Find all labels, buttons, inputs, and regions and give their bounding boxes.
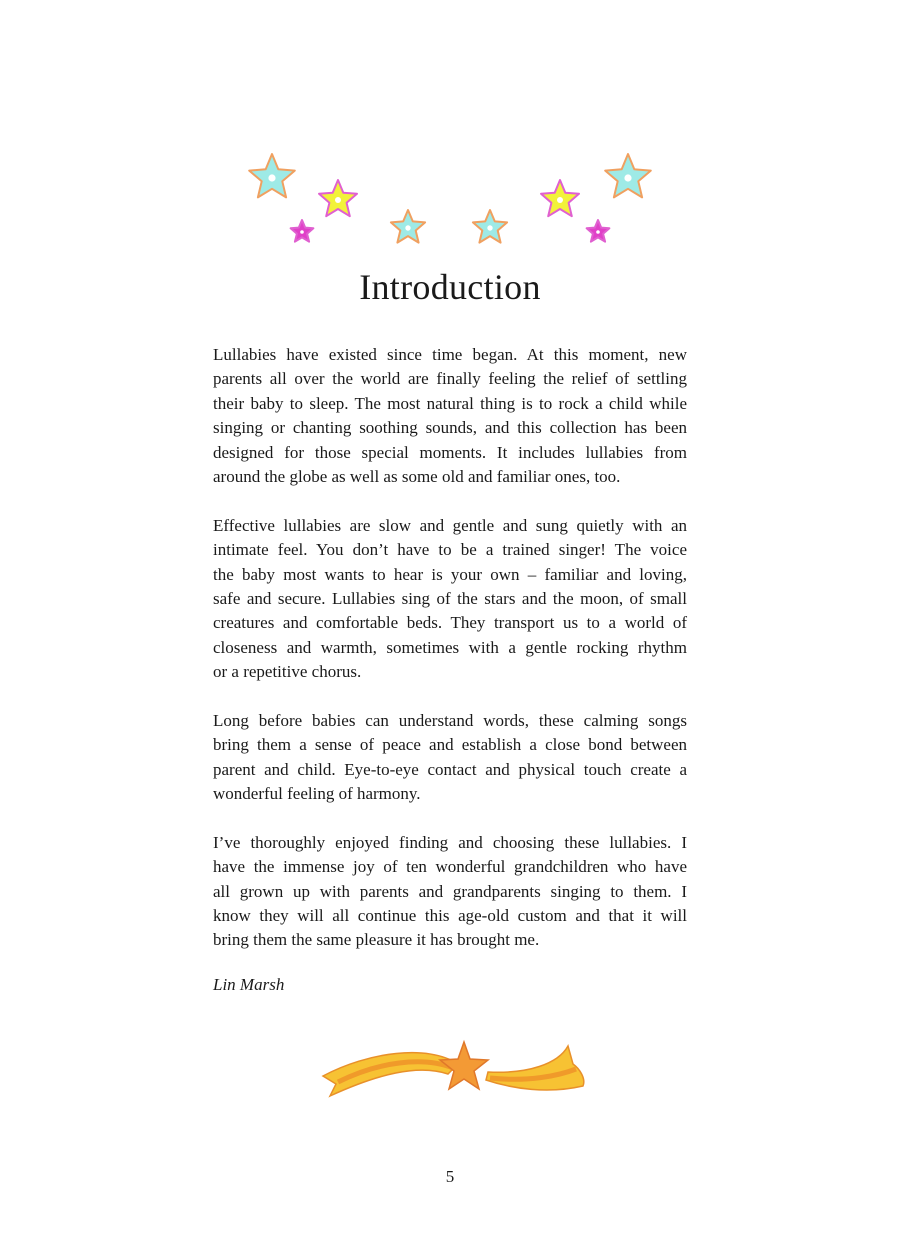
comet-tail-right — [486, 1046, 584, 1090]
text-line: know they will all continue this age-old custom and that it will — [213, 905, 687, 925]
star-highlight — [624, 174, 631, 181]
star-highlight — [557, 197, 563, 203]
comet-star-icon — [440, 1042, 488, 1089]
text-line: bring them the same pleasure it has brought me. — [213, 930, 540, 950]
star-highlight — [268, 174, 275, 181]
text-line: intimate feel. You don’t have to be a trained singer! The voice — [213, 540, 687, 560]
text-line: all grown up with parents and grandparents singing to them. I — [213, 881, 687, 901]
shooting-star-illustration — [318, 1034, 593, 1104]
text-line: I’ve thoroughly enjoyed finding and choosing these lullabies. I — [213, 832, 687, 852]
paragraph — [213, 709, 687, 807]
text-line: or a repetitive chorus. — [213, 662, 362, 682]
star-highlight — [596, 230, 600, 234]
star-highlight — [300, 230, 304, 234]
text-line: closeness and warmth, sometimes with a gentle rocking rhythm — [213, 637, 687, 657]
page-number: 5 — [445, 1167, 455, 1186]
paragraph — [213, 514, 687, 685]
star-highlight — [335, 197, 341, 203]
stars-illustration — [240, 140, 660, 260]
text-line: parent and child. Eye-to-eye contact and physical touch create a — [213, 759, 687, 779]
paragraph — [213, 831, 687, 953]
text-line: Effective lullabies are slow and gentle and sung quietly with an — [213, 515, 687, 535]
text-line: Lullabies have existed since time began. At this moment, new — [213, 345, 687, 364]
text-line: wonderful feeling of harmony. — [213, 784, 421, 804]
body-text — [213, 343, 687, 977]
text-line: Long before babies can understand words, these calming songs — [213, 710, 687, 730]
text-line: creatures and comfortable beds. They transport us to a world of — [213, 613, 687, 633]
star-highlight — [405, 225, 410, 230]
text-line: around the globe as well as some old and familiar ones, too. — [213, 466, 621, 486]
text-line: parents all over the world are finally feeling the relief of settling — [213, 369, 687, 389]
star-highlight — [487, 225, 492, 230]
text-line: the baby most wants to hear is your own – familiar and loving, — [213, 564, 687, 584]
signature: Lin Marsh — [213, 975, 285, 994]
text-line: safe and secure. Lullabies sing of the stars and the moon, of small — [213, 588, 687, 608]
text-line: their baby to sleep. The most natural thing is to rock a child while — [213, 393, 687, 413]
text-line: designed for those special moments. It includes lullabies from — [213, 442, 687, 462]
text-line: singing or chanting soothing sounds, and this collection has been — [213, 418, 687, 438]
comet-tail-left — [323, 1053, 458, 1096]
text-line: have the immense joy of ten wonderful grandchildren who have — [213, 857, 687, 877]
text-line: bring them a sense of peace and establish a close bond between — [213, 735, 687, 755]
paragraph — [213, 343, 687, 489]
page-title: Introduction — [359, 267, 541, 307]
